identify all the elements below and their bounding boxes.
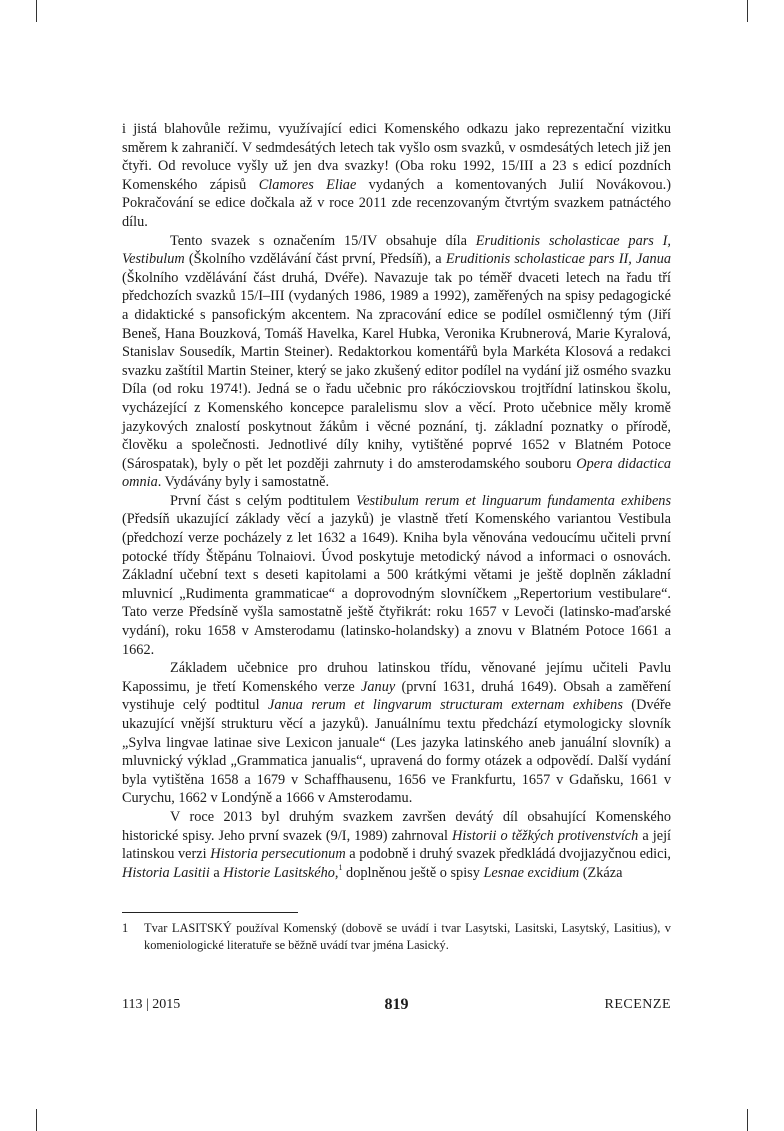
text-run: a její latinskou verzi bbox=[122, 827, 672, 863]
paragraph bbox=[122, 659, 671, 808]
text-run: a podobně i druhý svazek předkládá dvojjazyčnou edici, bbox=[345, 846, 671, 863]
italic-title: Clamores Eliae bbox=[258, 176, 357, 193]
footnote-reference[interactable]: 1 bbox=[338, 862, 343, 872]
italic-title: Eruditionis scholasticae pars I, Vestibulum bbox=[122, 232, 671, 268]
text-run: . Vydávány byly i samostatně. bbox=[157, 474, 330, 491]
paragraph bbox=[122, 120, 671, 232]
text-run: (Dvéře ukazující vnější strukturu věcí a jazyků). Januálnímu textu předchází etymologicky slovník „Sylva lingvae latinae sive Lexicon januale“ (Les jazyka latinského aneb januální slovník) a mluvnický výklad „Grammatica janualis“, upravená do formy otázek a odpovědí. Další vydání byla vytištěna 1658 a 1679 v Schaffhausenu, 1656 ve Frankfurtu, 1657 v Gdaňsku, 1661 v Curychu, 1662 v Londýně a 1666 v Amsterodamu. bbox=[122, 697, 671, 807]
text-run: (Předsíň ukazující základy věcí a jazyků) je vlastně třetí Komenského variantou Vestibula (předchozí verze pocházely z let 1632 a 1649). Kniha byla věnována vedoucímu učiteli první potocké třídy Štěpánu Tolnaiovi. Úvod poskytuje metodický návod a informaci o osnovách. Základní učební text s deseti kapitolami a 500 krátkými větami je ještě doplněn základní mluvnicí „Rudimenta grammaticae“ a doprovodným slovníčkem „Repertorium vestibulare“. Tato verze Předsíně vyšla samostatně ještě čtyřikrát: roku 1657 v Levoči (latinsko-maďarské vydání), roku 1658 v Amsterodamu (latinsko-holandsky) a znovu v Blatném Potoce 1661 a 1662. bbox=[122, 511, 671, 658]
page-footer bbox=[122, 997, 671, 1019]
footnote bbox=[122, 920, 671, 954]
paragraph bbox=[122, 492, 671, 659]
journal-volume-year: 113 | 2015 bbox=[122, 997, 181, 1012]
italic-title: Vestibulum rerum et linguarum fundamenta exhibens bbox=[356, 492, 672, 509]
crop-mark-top-left bbox=[36, 0, 37, 22]
italic-title: Lesnae excidium bbox=[483, 864, 580, 881]
main-text bbox=[122, 120, 671, 882]
text-run: (Školního vzdělávání část druhá, Dvéře). Navazuje tak po téměř dvaceti letech na řadu tří předchozích svazků 15/I–III (vydaných 1986, 1989 a 1992), zaměřených na spisy pedagogické a didaktické s pansofickým akcentem. Na zpracování edice se podílel osmičlenný tým (Jiří Beneš, Hana Bouzková, Tomáš Havelka, Karel Hubka, Veronika Krubnerová, Marie Kyralová, Stanislav Sousedík, Martin Steiner). Redaktorkou komentářů byla Markéta Klosová a redakci svazku zaštítil Martin Steiner, který se jako zkušený editor podílel na vydání již osmého svazku Díla (od roku 1974!). Jedná se o řadu učebnic pro rákócziovskou trojtřídní latinskou školu, vycházející z Komenského koncepce paralelismu slov a věcí. Proto učebnice měly kromě jazykových znalostí poskytnout žákům i věcné poznání, tj. základní poznatky o přírodě, člověku a společnosti. Jednotlivé díly knihy, vytištěné poprvé 1652 v Blatném Potoce (Sárospatak), byly o pět let později zahrnuty i do amsterodamského souboru bbox=[122, 269, 671, 472]
footnote-text: Tvar LASITSKÝ používal Komenský (dobově se uvádí i tvar Lasytski, Lasitski, Lasytský, Lasitius), v komeniologické literatuře se běžně uvádí tvar jména Lasický. bbox=[144, 921, 671, 952]
paragraph bbox=[122, 232, 671, 492]
crop-mark-bottom-left bbox=[36, 1109, 37, 1131]
italic-title: Janua rerum et lingvarum structuram externam exhibens bbox=[267, 697, 623, 714]
footnote-separator bbox=[122, 912, 298, 913]
text-run: Základem učebnice pro druhou latinskou třídu, věnované jejímu učiteli Pavlu Kapossimu, je třetí Komenského verze bbox=[122, 660, 671, 695]
italic-title: Historia persecutionum bbox=[210, 846, 346, 863]
italic-title: Historii o těžkých protivenstvích bbox=[452, 827, 639, 844]
crop-mark-top-right bbox=[747, 0, 748, 22]
page-number: 819 bbox=[384, 996, 409, 1013]
paragraph bbox=[122, 808, 671, 882]
italic-title: Opera didactica omnia bbox=[122, 455, 671, 491]
text-run: a bbox=[209, 864, 224, 881]
text-run: i jistá blahovůle režimu, využívající edici Komenského odkazu jako reprezentační vizitku směrem k zahraničí. V sedmdesátých letech tak vyšlo osm svazků, v osmdesátých letech již jen čtyři. Od revoluce vyšly už jen dva svazky! (Oba roku 1992, 15/III a 23 s edicí pozdních Komenského zápisů bbox=[122, 121, 671, 193]
italic-title: Eruditionis scholasticae pars II, Janua bbox=[445, 251, 671, 268]
text-run: (první 1631, druhá 1649). Obsah a zaměření vystihuje celý podtitul bbox=[122, 678, 671, 714]
text-run: V roce 2013 byl druhým svazkem završen devátý díl obsahující Komenského historické spisy. Jeho první svazek (9/I, 1989) zahrnoval bbox=[122, 808, 671, 844]
text-run: První část s celým podtitulem bbox=[170, 492, 357, 509]
text-run: , bbox=[334, 864, 339, 881]
text-run: Tento svazek s označením 15/IV obsahuje díla bbox=[170, 232, 476, 249]
section-label: RECENZE bbox=[604, 997, 671, 1012]
text-run: doplněnou ještě o spisy bbox=[342, 864, 484, 881]
italic-title: Januy bbox=[361, 678, 396, 695]
italic-title: Historie Lasitského bbox=[223, 864, 335, 881]
footnote-number: 1 bbox=[122, 921, 129, 935]
text-run: (Zkáza bbox=[579, 864, 623, 881]
text-run: vydaných a komentovaných Julií Novákovou.) Pokračování se edice dočkala až v roce 2011 zde recenzovaným čtvrtým svazkem patnáctého dílu. bbox=[122, 176, 671, 230]
italic-title: Historia Lasitii bbox=[122, 864, 210, 881]
text-run: (Školního vzdělávání část první, Předsíň), a bbox=[184, 251, 446, 268]
crop-mark-bottom-right bbox=[747, 1109, 748, 1131]
